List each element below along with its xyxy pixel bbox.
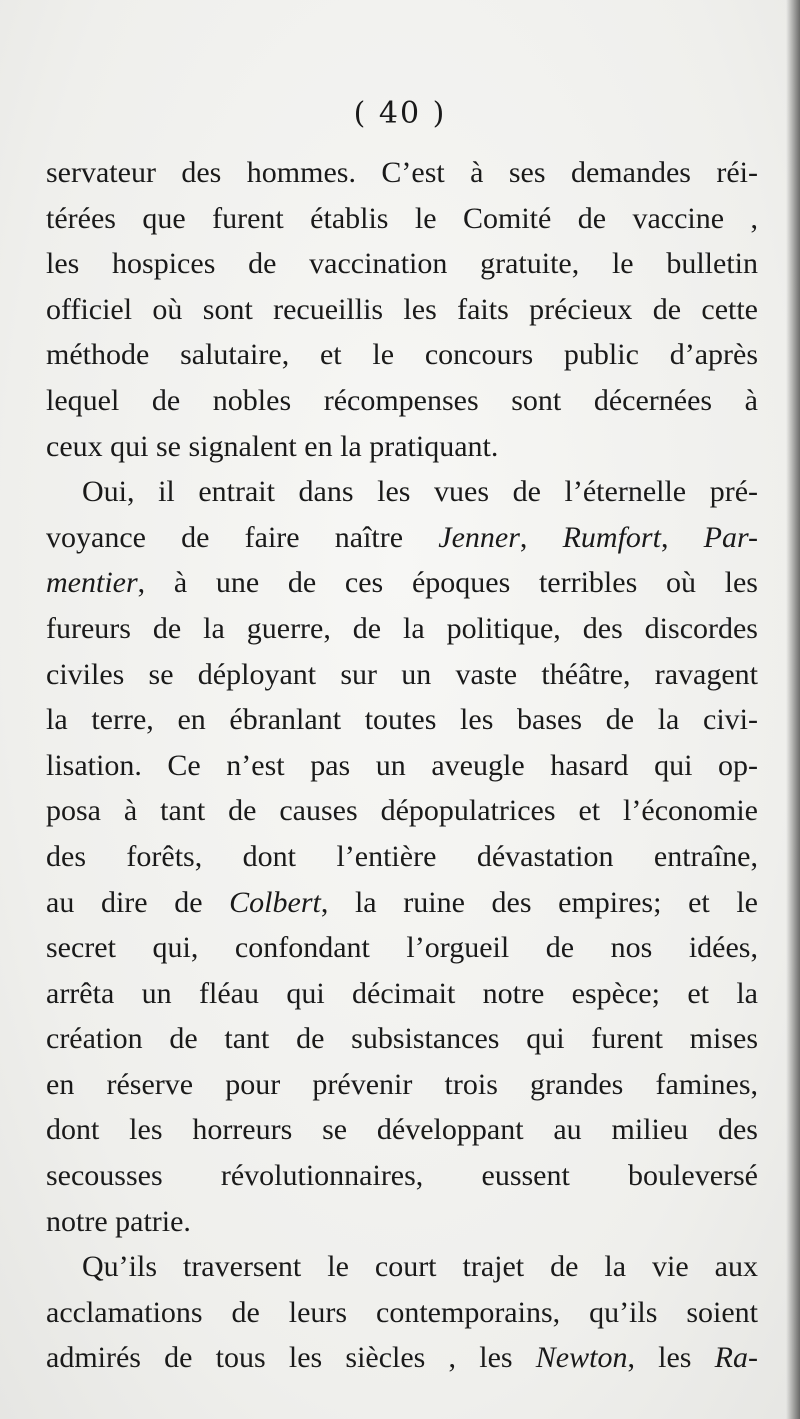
text-line: acclamations de leurs contemporains, qu’ils soient bbox=[46, 1295, 758, 1329]
name-parmentier-end: mentier bbox=[46, 566, 138, 600]
text-line: arrêta un fléau qui décimait notre espèce; et la bbox=[46, 976, 758, 1010]
text-run: , les bbox=[627, 1341, 715, 1375]
text-line: posa à tant de causes dépopulatrices et l’économie bbox=[46, 794, 758, 828]
name-newton: Newton bbox=[535, 1341, 628, 1375]
text-line: secret qui, confondant l’orgueil de nos idées, bbox=[46, 931, 758, 965]
text-line bbox=[46, 1335, 758, 1381]
text-line: fureurs de la guerre, de la politique, des discordes bbox=[46, 611, 758, 645]
name-colbert: Colbert bbox=[229, 885, 321, 919]
body-text bbox=[46, 150, 758, 1381]
text-run: au dire de bbox=[46, 885, 230, 919]
text-line bbox=[46, 560, 758, 606]
text-line-paragraph-start: Oui, il entrait dans les vues de l’éternelle pré- bbox=[82, 475, 758, 509]
text-line: civiles se déployant sur un vaste théâtre, ravagent bbox=[46, 657, 758, 691]
text-line: lisation. Ce n’est pas un aveugle hasard qui op- bbox=[46, 748, 758, 782]
text-run: admirés de tous les siècles , les bbox=[46, 1341, 536, 1375]
text-run: , à une de ces époques terribles où les bbox=[137, 566, 758, 600]
text-line: dont les horreurs se développant au milieu des bbox=[46, 1113, 758, 1147]
text-line: térées que furent établis le Comité de vaccine , bbox=[46, 201, 758, 235]
text-line: la terre, en ébranlant toutes les bases de la civi- bbox=[46, 703, 758, 737]
text-line: officiel où sont recueillis les faits précieux de cette bbox=[46, 292, 758, 326]
text-line: secousses révolutionnaires, eussent bouleversé bbox=[46, 1159, 758, 1193]
text-line: méthode salutaire, et le concours public d’après bbox=[46, 338, 758, 372]
text-line bbox=[46, 515, 758, 561]
text-line: les hospices de vaccination gratuite, le bulletin bbox=[46, 247, 758, 281]
name-parmentier-start: Par- bbox=[703, 520, 758, 554]
name-ra-start: Ra- bbox=[714, 1341, 758, 1375]
text-line-paragraph-start: Qu’ils traversent le court trajet de la vie aux bbox=[82, 1250, 758, 1284]
text-line-paragraph-end: notre patrie. bbox=[46, 1204, 191, 1238]
text-run: , bbox=[519, 520, 563, 554]
text-line-paragraph-end: ceux qui se signalent en la pratiquant. bbox=[46, 429, 499, 463]
text-line: servateur des hommes. C’est à ses demandes réi- bbox=[46, 156, 758, 189]
text-line: création de tant de subsistances qui furent mises bbox=[46, 1022, 758, 1056]
text-line: des forêts, dont l’entière dévastation entraîne, bbox=[46, 839, 758, 873]
page-number: ( 40 ) bbox=[353, 96, 447, 131]
text-line bbox=[46, 880, 758, 926]
text-line: en réserve pour prévenir trois grandes famines, bbox=[46, 1067, 758, 1101]
name-jenner: Jenner bbox=[438, 520, 520, 554]
text-run: , bbox=[660, 520, 704, 554]
name-rumfort: Rumfort bbox=[562, 520, 661, 554]
text-run: voyance de faire naître bbox=[46, 520, 439, 554]
text-run: , la ruine des empires; et le bbox=[320, 885, 758, 919]
text-line: lequel de nobles récompenses sont décernées à bbox=[46, 383, 758, 417]
page-edge-shadow bbox=[786, 0, 800, 1419]
